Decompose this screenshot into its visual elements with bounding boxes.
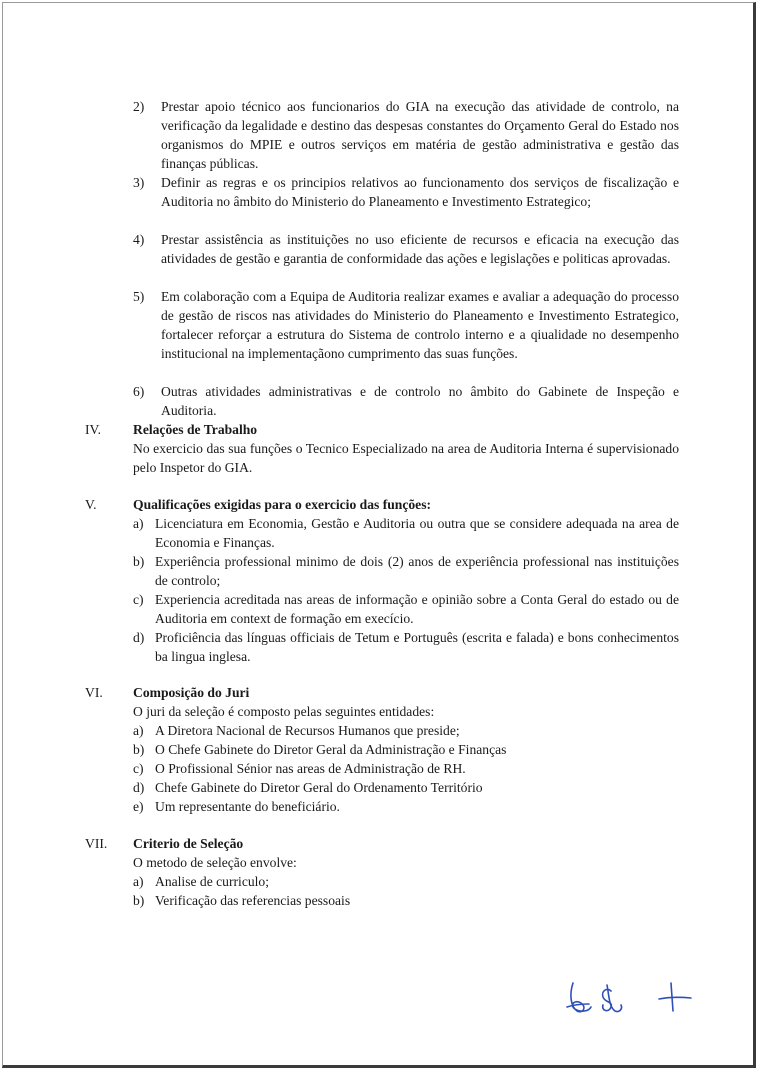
list-marker: e) [133, 799, 144, 814]
list-item [133, 759, 679, 778]
list-marker: d) [133, 780, 145, 795]
function-item [133, 287, 679, 363]
function-text: Definir as regras e os principios relativos ao funcionamento dos serviços de fiscalização e Auditoria no âmbito do Ministerio do Planeamento e Investimento Estrategico; [161, 175, 679, 209]
list-item [133, 721, 679, 740]
list-text: O Chefe Gabinete do Diretor Geral da Administração e Finanças [155, 742, 507, 757]
list-item [133, 628, 679, 666]
handwritten-initials-signature [563, 977, 703, 1019]
list-marker: a) [133, 516, 144, 531]
list-item [133, 740, 679, 759]
list-text: Proficiência das línguas officiais de Tetum e Português (escrita e falada) e bons conhecimentos ba lingua inglesa. [155, 630, 679, 664]
section-iv [85, 420, 679, 477]
list-text: Analise de curriculo; [155, 874, 269, 889]
section-intro: O metodo de seleção envolve: [133, 855, 297, 870]
list-item [133, 778, 679, 797]
list-marker: a) [133, 723, 144, 738]
list-item [133, 872, 679, 891]
function-item [133, 382, 679, 420]
list-item [133, 552, 679, 590]
list-text: Chefe Gabinete do Diretor Geral do Ordenamento Território [155, 780, 483, 795]
section-numeral: VI. [85, 685, 103, 700]
list-marker: c) [133, 761, 144, 776]
list-text: Um representante do beneficiário. [155, 799, 340, 814]
list-item [133, 514, 679, 552]
function-item [133, 97, 679, 173]
list-text: Verificação das referencias pessoais [155, 893, 351, 908]
function-marker: 5) [133, 289, 145, 304]
section-title: Relações de Trabalho [133, 422, 258, 437]
document-page [2, 2, 756, 1068]
section-vii [85, 834, 679, 910]
function-text: Em colaboração com a Equipa de Auditoria realizar exames e avaliar a adequação do processo de gestão de riscos nas atividades do Ministerio do Planeamento e Investimento Estrategico, fortalecer reforçar a estrutura do Sistema de controlo interno e a qiualidade no desempenho institucional na implementaçãono cumprimento das suas funções. [161, 289, 679, 361]
list-text: Experiencia acreditada nas areas de informação e opinião sobre a Conta Geral do estado ou de Auditoria em context de formação em execício. [155, 592, 679, 626]
function-text: Outras atividades administrativas e de controlo no âmbito do Gabinete de Inspeção e Auditoria. [161, 384, 679, 418]
list-text: Licenciatura em Economia, Gestão e Auditoria ou outra que se considere adequada na area de Economia e Finanças. [155, 516, 679, 550]
function-marker: 4) [133, 232, 145, 247]
section-v [85, 495, 679, 666]
list-marker: d) [133, 630, 145, 645]
function-marker: 3) [133, 175, 145, 190]
section-title: Composição do Juri [133, 685, 250, 700]
section-vi [85, 683, 679, 816]
list-text: Experiência professional minimo de dois (2) anos de experiência professional nas instituições de controlo; [155, 554, 679, 588]
function-marker: 2) [133, 99, 145, 114]
list-text: O Profissional Sénior nas areas de Administração de RH. [155, 761, 466, 776]
list-marker: c) [133, 592, 144, 607]
list-item [133, 891, 679, 910]
section-numeral: V. [85, 497, 97, 512]
list-marker: a) [133, 874, 144, 889]
section-numeral: VII. [85, 836, 108, 851]
list-marker: b) [133, 554, 145, 569]
section-title: Criterio de Seleção [133, 836, 244, 851]
list-marker: b) [133, 893, 145, 908]
section-paragraph: No exercicio das sua funções o Tecnico Especializado na area de Auditoria Interna é supervisionado pelo Inspetor do GIA. [133, 441, 679, 475]
function-item [133, 173, 679, 211]
section-title: Qualificações exigidas para o exercicio das funções: [133, 497, 432, 512]
function-text: Prestar assistência as instituições no uso eficiente de recursos e eficacia na execução das atividades de gestão e garantia de conformidade das ações e legislações e politicas aprovadas. [161, 232, 679, 266]
list-marker: b) [133, 742, 145, 757]
function-marker: 6) [133, 384, 145, 399]
list-item [133, 797, 679, 816]
list-text: A Diretora Nacional de Recursos Humanos que preside; [155, 723, 460, 738]
function-item [133, 230, 679, 268]
list-item [133, 590, 679, 628]
function-text: Prestar apoio técnico aos funcionarios do GIA na execução das atividade de controlo, na verificação da legalidade e destino das despesas constantes do Orçamento Geral do Estado nos organismos do MPIE e outros serviços em matéria de gestão administrativa e gestão das finanças públicas. [161, 99, 679, 171]
section-numeral: IV. [85, 422, 101, 437]
section-intro: O juri da seleção é composto pelas seguintes entidades: [133, 704, 435, 719]
